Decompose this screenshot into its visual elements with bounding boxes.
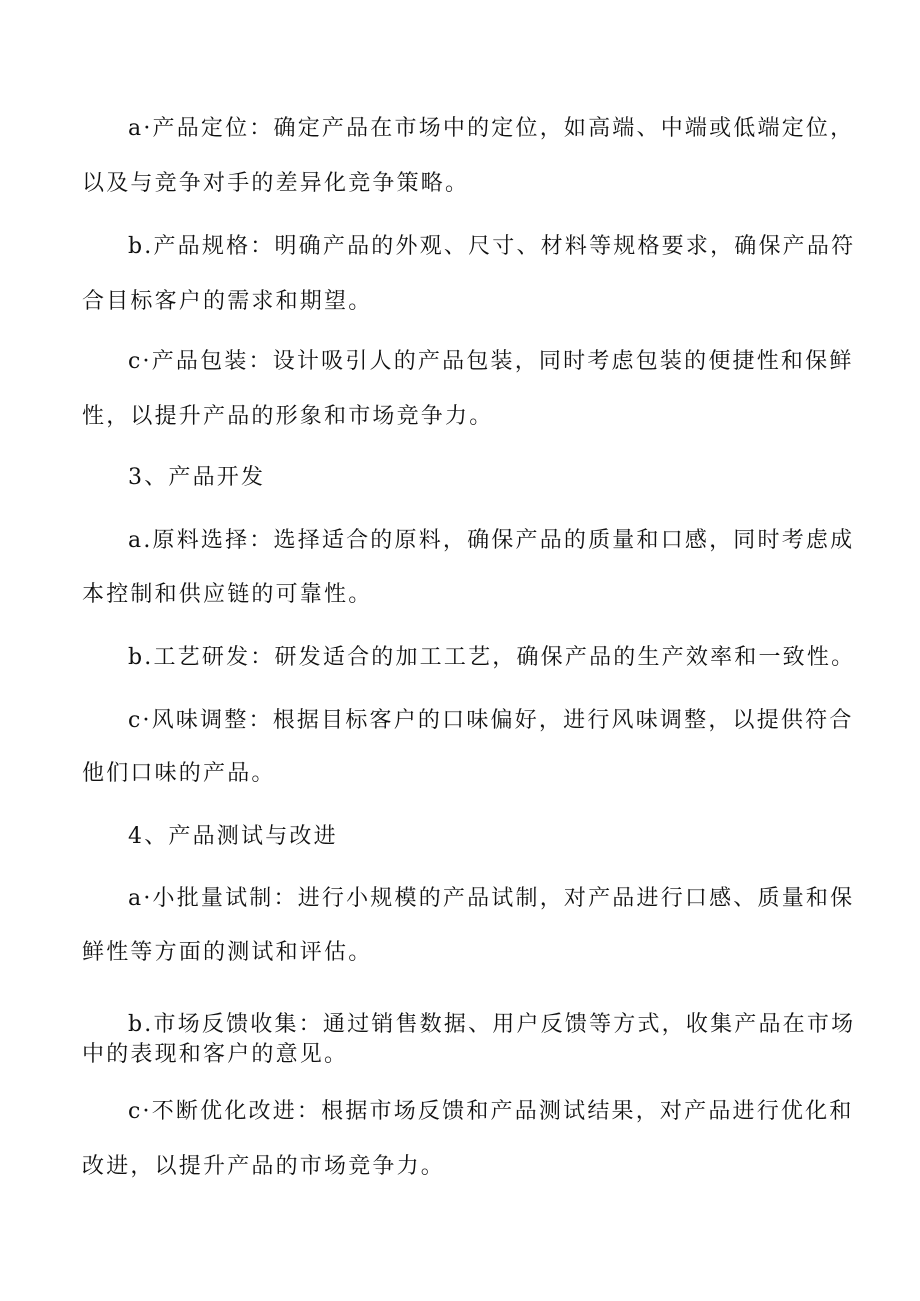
paragraph-line: 本控制和供应链的可靠性。 <box>82 582 373 607</box>
paragraph-line: 中的表现和客户的意见。 <box>82 1042 349 1067</box>
paragraph-line: 改进，以提升产品的市场竞争力。 <box>82 1154 446 1179</box>
section-heading: 4、产品测试与改进 <box>128 824 338 849</box>
paragraph-line: 以及与竞争对手的差异化竞争策略。 <box>82 171 470 196</box>
paragraph-line: a.原料选择：选择适合的原料，确保产品的质量和口感，同时考虑成 <box>128 528 855 553</box>
paragraph-line: b.工艺研发：研发适合的加工工艺，确保产品的生产效率和一致性。 <box>128 645 856 670</box>
paragraph-line: c·不断优化改进：根据市场反馈和产品测试结果，对产品进行优化和 <box>128 1099 854 1124</box>
paragraph-line: a·产品定位：确定产品在市场中的定位，如高端、中端或低端定位， <box>128 116 855 141</box>
paragraph-line: c·产品包装：设计吸引人的产品包装，同时考虑包装的便捷性和保鲜 <box>128 349 854 374</box>
paragraph-line: 他们口味的产品。 <box>82 761 276 786</box>
paragraph-line: 鲜性等方面的测试和评估。 <box>82 940 373 965</box>
paragraph-line: c·风味调整：根据目标客户的口味偏好，进行风味调整，以提供符合 <box>128 708 854 733</box>
paragraph-line: a·小批量试制：进行小规模的产品试制，对产品进行口感、质量和保 <box>128 886 855 911</box>
paragraph-line: 合目标客户的需求和期望。 <box>82 289 373 314</box>
section-heading: 3、产品开发 <box>128 465 266 490</box>
paragraph-line: b.市场反馈收集：通过销售数据、用户反馈等方式，收集产品在市场 <box>128 1012 856 1037</box>
paragraph-line: 性，以提升产品的形象和市场竞争力。 <box>82 404 494 429</box>
paragraph-line: b.产品规格：明确产品的外观、尺寸、材料等规格要求，确保产品符 <box>128 234 856 259</box>
